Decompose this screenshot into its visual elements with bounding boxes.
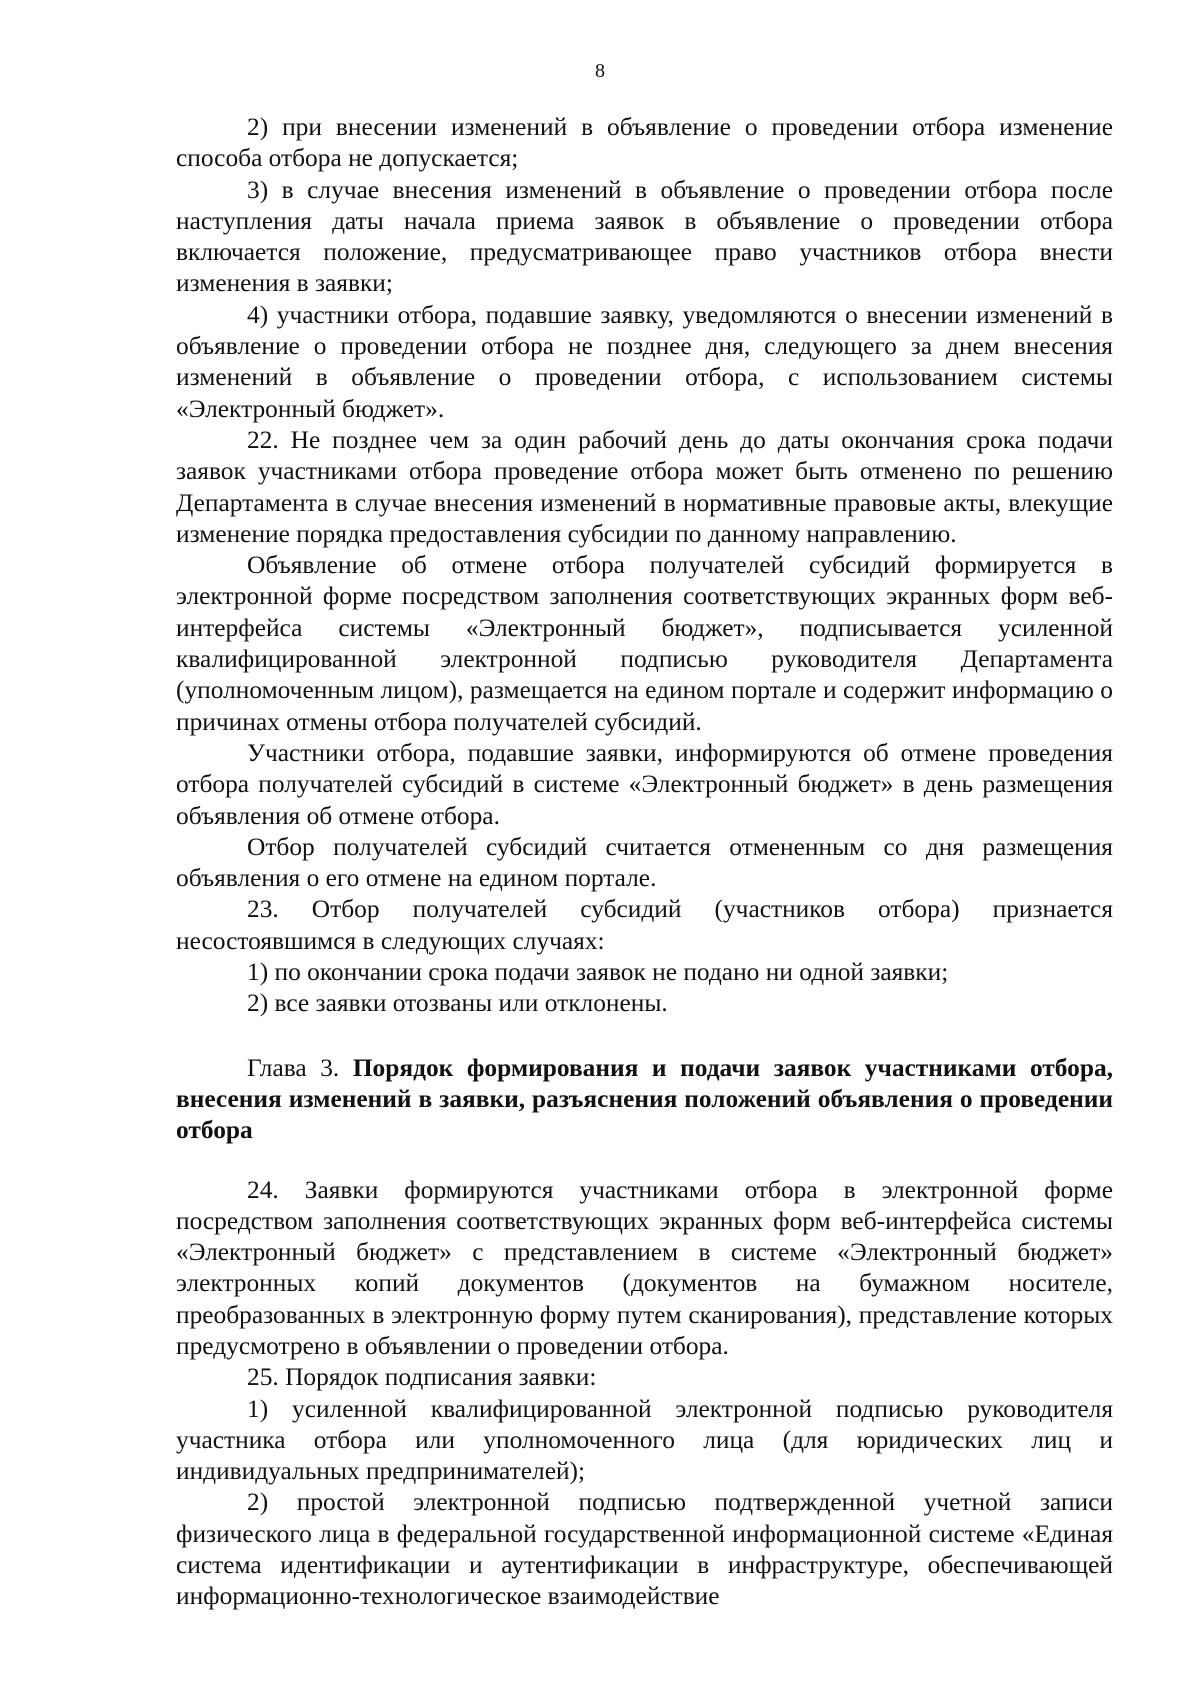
paragraph: Объявление об отмене отбора получателей субсидий формируется в электронной форме посредством заполнения соответствующих экранных форм веб-интерфейса системы «Электронный бюджет», подписывается усиленной квалифицированной электронной подписью руководителя Департамента (уполномоченным лицом), размещается на едином портале и содержит информацию о причинах отмены отбора получателей субсидий. — [176, 551, 1113, 736]
paragraph: 3) в случае внесения изменений в объявление о проведении отбора после наступления даты начала приема заявок в объявление о проведении отбора включается положение, предусматривающее право участников отбора внести изменения в заявки; — [176, 175, 1113, 298]
document-body — [176, 112, 1113, 1613]
paragraph: Отбор получателей субсидий считается отмененным со дня размещения объявления о его отмене на едином портале. — [176, 832, 1113, 893]
chapter-prefix: Глава 3. — [247, 1053, 353, 1082]
paragraph: 24. Заявки формируются участниками отбора в электронной форме посредством заполнения соответствующих экранных форм веб-интерфейса системы «Электронный бюджет» с представлением в системе «Электронный бюджет» электронных копий документов (документов на бумажном носителе, преобразованных в электронную форму путем сканирования), представление которых предусмотрено в объявлении о проведении отбора. — [176, 1175, 1113, 1360]
paragraph: 2) при внесении изменений в объявление о проведении отбора изменение способа отбора не допускается; — [176, 113, 1113, 173]
paragraph: 1) по окончании срока подачи заявок не подано ни одной заявки; — [247, 958, 949, 987]
page-number: 8 — [595, 60, 605, 82]
paragraph: 2) все заявки отозваны или отклонены. — [247, 989, 668, 1018]
paragraph: 1) усиленной квалифицированной электронной подписью руководителя участника отбора или уполномоченного лица (для юридических лиц и индивидуальных предпринимателей); — [176, 1394, 1113, 1486]
chapter-heading — [176, 1053, 1113, 1147]
paragraph: 25. Порядок подписания заявки: — [247, 1363, 597, 1392]
paragraph: 2) простой электронной подписью подтвержденной учетной записи физического лица в федеральной государственной информационной системе «Единая система идентификации и аутентификации в инфраструктуре, обеспечивающей информационно-технологическое взаимодействие — [176, 1488, 1113, 1611]
paragraph: Участники отбора, подавшие заявки, информируются об отмене проведения отбора получателей субсидий в системе «Электронный бюджет» в день размещения объявления об отмене отбора. — [176, 738, 1113, 830]
paragraph: 22. Не позднее чем за один рабочий день до даты окончания срока подачи заявок участниками отбора проведение отбора может быть отменено по решению Департамента в случае внесения изменений в нормативные правовые акты, влекущие изменение порядка предоставления субсидии по данному направлению. — [176, 425, 1113, 548]
paragraph: 4) участники отбора, подавшие заявку, уведомляются о внесении изменений в объявление о проведении отбора не позднее дня, следующего за днем внесения изменений в объявление о проведении отбора, с использованием системы «Электронный бюджет». — [176, 300, 1113, 423]
chapter-title: Порядок формирования и подачи заявок участниками отбора, внесения изменений в заявки, разъяснения положений объявления о проведении отбора — [176, 1053, 1114, 1145]
paragraph: 23. Отбор получателей субсидий (участников отбора) признается несостоявшимся в следующих случаях: — [176, 895, 1113, 955]
